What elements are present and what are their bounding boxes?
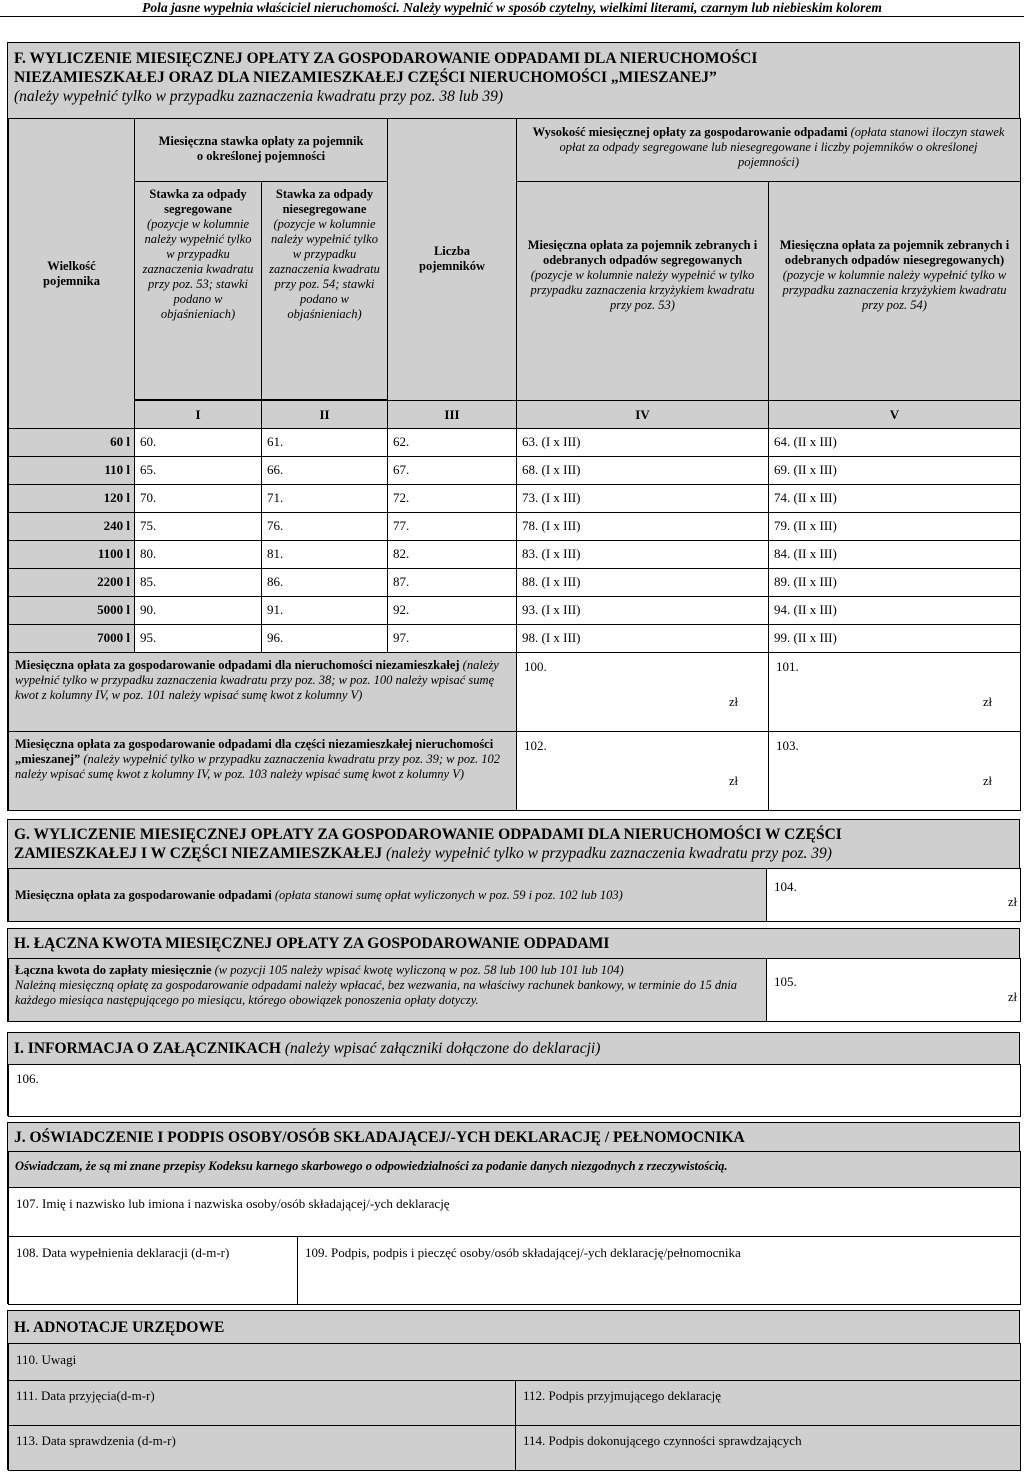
sum2-label-note: (należy wypełnić tylko w przypadku zaznaczenia kwadratu przy poz. 39; w poz. 102 należy wpisać sumę kwot z kolumny IV, w poz. 103 należy wpisać sumę kwot z kolumny V) xyxy=(15,752,501,781)
section-h-payment-note: Należną miesięczną opłatę za gospodarowanie odpadami należy wpłacać, bez wezwania, na właściwy rachunek bankowy, w terminie do 15 dnia każdego miesiąca następującego po miesiącu, którego obowiązek ponoszenia opłaty dotyczy. xyxy=(15,978,738,1007)
field-89[interactable]: 89. (II x III) xyxy=(768,568,1021,597)
section-g-title xyxy=(14,825,1014,863)
section-i xyxy=(7,1032,1020,1116)
field-101-currency: zł xyxy=(982,695,992,709)
field-106-label: 106. xyxy=(16,1071,39,1086)
col-fee-seg-note: (pozycje w kolumnie należy wypełnić w tylko przypadku zaznaczenia krzyżykiem kwadratu przy poz. 53) xyxy=(530,268,755,312)
sum1-label-title: Miesięczna opłata za gospodarowanie odpadami dla nieruchomości niezamieszkałej xyxy=(15,658,460,672)
col-size-label: Wielkość pojemnika xyxy=(43,259,100,288)
field-108[interactable] xyxy=(8,1236,298,1305)
field-84[interactable]: 84. (II x III) xyxy=(768,540,1021,569)
field-107[interactable] xyxy=(8,1187,1021,1237)
container-size-label: 1100 l xyxy=(8,540,135,569)
col-fee-group-title: Wysokość miesięcznej opłaty za gospodarowanie odpadami xyxy=(532,125,848,139)
container-size-label: 2200 l xyxy=(8,568,135,597)
section-h xyxy=(7,928,1020,1022)
section-i-title xyxy=(14,1039,1014,1058)
field-103-currency: zł xyxy=(982,774,992,788)
field-68[interactable]: 68. (I x III) xyxy=(516,456,769,485)
field-83[interactable]: 83. (I x III) xyxy=(516,540,769,569)
section-j xyxy=(7,1122,1020,1304)
field-99[interactable]: 99. (II x III) xyxy=(768,624,1021,653)
col-fee-nonseg-header xyxy=(768,181,1021,401)
col-rate-group-header xyxy=(134,118,388,182)
field-87[interactable]: 87. xyxy=(387,568,517,597)
field-73[interactable]: 73. (I x III) xyxy=(516,484,769,513)
sum1-label-note: (należy wypełnić tylko w przypadku zaznaczenia kwadratu przy poz. 38; w poz. 100 należy wpisać sumę kwot z kolumny IV, w poz. 101 należy wpisać sumę kwot z kolumny V) xyxy=(15,658,499,702)
container-size-label: 110 l xyxy=(8,456,135,485)
field-63[interactable]: 63. (I x III) xyxy=(516,428,769,457)
container-rows xyxy=(8,428,1021,652)
field-95[interactable]: 95. xyxy=(134,624,262,653)
field-69[interactable]: 69. (II x III) xyxy=(768,456,1021,485)
section-f-title-line1: F. WYLICZENIE MIESIĘCZNEJ OPŁATY ZA GOSPODAROWANIE ODPADAMI DLA NIERUCHOMOŚCI xyxy=(14,50,758,67)
container-size-label: 7000 l xyxy=(8,624,135,653)
field-111-label: 111. Data przyjęcia(d-m-r) xyxy=(16,1388,155,1403)
field-104-label: 104. xyxy=(774,879,797,894)
col-count-header xyxy=(387,118,517,401)
field-104-currency: zł xyxy=(1007,895,1017,909)
col-rate-nonseg-title: Stawka za odpady niesegregowane xyxy=(275,187,374,216)
section-g xyxy=(7,819,1020,922)
section-g-title-line1: G. WYLICZENIE MIESIĘCZNEJ OPŁATY ZA GOSPODAROWANIE ODPADAMI DLA NIERUCHOMOŚCI W CZĘŚCI xyxy=(14,826,842,843)
field-66[interactable]: 66. xyxy=(261,456,388,485)
section-f-subtitle: (należy wypełnić tylko w przypadku zaznaczenia kwadratu przy poz. 38 lub 39) xyxy=(14,88,504,105)
field-88[interactable]: 88. (I x III) xyxy=(516,568,769,597)
field-93[interactable]: 93. (I x III) xyxy=(516,596,769,625)
field-110-label: 110. Uwagi xyxy=(16,1352,77,1367)
field-100-label: 100. xyxy=(524,659,547,674)
field-103[interactable] xyxy=(768,731,1021,811)
section-official xyxy=(7,1310,1020,1470)
field-101[interactable] xyxy=(768,652,1021,732)
section-j-title: J. OŚWIADCZENIE I PODPIS OSOBY/OSÓB SKŁADAJĄCEJ/-YCH DEKLARACJĘ / PEŁNOMOCNIKA xyxy=(14,1129,745,1146)
field-105-label: 105. xyxy=(774,974,797,989)
field-114-label: 114. Podpis dokonującego czynności sprawdzających xyxy=(523,1433,802,1448)
field-80[interactable]: 80. xyxy=(134,540,262,569)
field-110 xyxy=(8,1343,1021,1381)
section-h-label-note: (w pozycji 105 należy wpisać kwotę wyliczoną w poz. 58 lub 100 lub 101 lub 104) xyxy=(214,963,624,977)
section-f-title xyxy=(14,49,1014,106)
field-61[interactable]: 61. xyxy=(261,428,388,457)
field-92[interactable]: 92. xyxy=(387,596,517,625)
field-100[interactable] xyxy=(516,652,769,732)
container-size-label: 120 l xyxy=(8,484,135,513)
field-105[interactable] xyxy=(766,958,1021,1022)
container-size-label: 60 l xyxy=(8,428,135,457)
field-109-label: 109. Podpis, podpis i pieczęć osoby/osób składającej/-ych deklarację/pełnomocnika xyxy=(305,1245,741,1260)
field-108-label: 108. Data wypełnienia deklaracji (d-m-r) xyxy=(16,1245,230,1260)
field-91[interactable]: 91. xyxy=(261,596,388,625)
section-j-statement xyxy=(8,1151,1021,1188)
section-j-statement-text: Oświadczam, że są mi znane przepisy Kodeksu karnego skarbowego o odpowiedzialności za podanie danych niezgodnych z rzeczywistością. xyxy=(15,1159,728,1173)
roman-III: III xyxy=(387,400,517,429)
section-i-title-note: (należy wpisać załączniki dołączone do deklaracji) xyxy=(284,1040,601,1057)
section-g-label-title: Miesięczna opłata za gospodarowanie odpadami xyxy=(15,888,272,902)
field-76[interactable]: 76. xyxy=(261,512,388,541)
field-113-label: 113. Data sprawdzenia (d-m-r) xyxy=(16,1433,176,1448)
field-81[interactable]: 81. xyxy=(261,540,388,569)
section-g-title-note: (należy wypełnić tylko w przypadku zaznaczenia kwadratu przy poz. 39) xyxy=(385,845,832,862)
field-107-label: 107. Imię i nazwisko lub imiona i nazwiska osoby/osób składającej/-ych deklarację xyxy=(16,1196,450,1211)
col-fee-group-note: (opłata stanowi iloczyn stawek opłat za odpady segregowane lub niesegregowane i liczby pojemników o określonej pojemności) xyxy=(559,125,1005,169)
sum2-label-title: Miesięczna opłata za gospodarowanie odpadami dla części niezamieszkałej nieruchomości „mieszanej” xyxy=(15,737,494,766)
field-101-label: 101. xyxy=(776,659,799,674)
roman-IV: IV xyxy=(516,400,769,429)
field-102[interactable] xyxy=(516,731,769,811)
field-77[interactable]: 77. xyxy=(387,512,517,541)
field-112 xyxy=(515,1380,1021,1426)
field-106[interactable] xyxy=(8,1064,1021,1117)
col-size-header xyxy=(8,118,135,429)
section-f-title-line2: NIEZAMIESZKAŁEJ ORAZ DLA NIEZAMIESZKAŁEJ CZĘŚCI NIERUCHOMOŚCI „MIESZANEJ” xyxy=(14,69,717,86)
field-94[interactable]: 94. (II x III) xyxy=(768,596,1021,625)
roman-II: II xyxy=(261,400,388,429)
field-102-label: 102. xyxy=(524,738,547,753)
col-count-label: Liczba pojemników xyxy=(419,244,485,273)
section-h-title: H. ŁĄCZNA KWOTA MIESIĘCZNEJ OPŁATY ZA GOSPODAROWANIE ODPADAMI xyxy=(14,935,610,952)
field-71[interactable]: 71. xyxy=(261,484,388,513)
col-rate-nonseg-header xyxy=(261,181,388,400)
section-g-title-line2: ZAMIESZKAŁEJ I W CZĘŚCI NIEZAMIESZKAŁEJ xyxy=(14,845,383,862)
field-75[interactable]: 75. xyxy=(134,512,262,541)
section-i-title-text: I. INFORMACJA O ZAŁĄCZNIKACH xyxy=(14,1040,281,1057)
field-112-label: 112. Podpis przyjmującego deklarację xyxy=(523,1388,722,1403)
col-fee-group-header xyxy=(516,118,1021,182)
col-rate-group-label: Miesięczna stawka opłaty za pojemnik o określonej pojemności xyxy=(158,134,364,163)
field-82[interactable]: 82. xyxy=(387,540,517,569)
field-64[interactable]: 64. (II x III) xyxy=(768,428,1021,457)
field-62[interactable]: 62. xyxy=(387,428,517,457)
field-70[interactable]: 70. xyxy=(134,484,262,513)
field-72[interactable]: 72. xyxy=(387,484,517,513)
col-fee-nonseg-title: Miesięczna opłata za pojemnik zebranych i odebranych odpadów niesegregowanych) xyxy=(779,238,1010,267)
field-86[interactable]: 86. xyxy=(261,568,388,597)
field-74[interactable]: 74. (II x III) xyxy=(768,484,1021,513)
field-113 xyxy=(8,1425,516,1471)
field-97[interactable]: 97. xyxy=(387,624,517,653)
section-h-label-title: Łączna kwota do zapłaty miesięcznie xyxy=(15,963,212,977)
field-114 xyxy=(515,1425,1021,1471)
field-85[interactable]: 85. xyxy=(134,568,262,597)
field-98[interactable]: 98. (I x III) xyxy=(516,624,769,653)
field-102-currency: zł xyxy=(728,774,738,788)
sum1-label xyxy=(8,652,517,732)
field-104[interactable] xyxy=(766,868,1021,922)
field-79[interactable]: 79. (II x III) xyxy=(768,512,1021,541)
section-official-title: H. ADNOTACJE URZĘDOWE xyxy=(14,1319,225,1336)
field-96[interactable]: 96. xyxy=(261,624,388,653)
container-size-label: 240 l xyxy=(8,512,135,541)
col-fee-seg-title: Miesięczna opłata za pojemnik zebranych i odebranych odpadów segregowanych xyxy=(527,238,758,267)
col-fee-seg-header xyxy=(516,181,769,401)
field-109[interactable] xyxy=(297,1236,1021,1305)
field-103-label: 103. xyxy=(776,738,799,753)
section-g-label xyxy=(8,868,767,922)
top-instruction: Pola jasne wypełnia właściciel nieruchomości. Należy wypełnić w sposób czytelny, wielkimi literami, czarnym lub niebieskim kolorem xyxy=(0,0,1024,17)
section-h-label xyxy=(8,958,767,1022)
field-78[interactable]: 78. (I x III) xyxy=(516,512,769,541)
section-f xyxy=(7,42,1020,811)
field-100-currency: zł xyxy=(728,695,738,709)
field-67[interactable]: 67. xyxy=(387,456,517,485)
field-105-currency: zł xyxy=(1007,990,1017,1004)
col-rate-nonseg-note: (pozycje w kolumnie należy wypełnić tylko w przypadku zaznaczenia kwadratu przy poz. 54; stawki podano w objaśnieniach) xyxy=(269,217,380,321)
sum2-label xyxy=(8,731,517,811)
col-rate-seg-title: Stawka za odpady segregowane xyxy=(149,187,247,216)
field-60[interactable]: 60. xyxy=(134,428,262,457)
col-rate-seg-note: (pozycje w kolumnie należy wypełnić tylko w przypadku zaznaczenia kwadratu przy poz. 53; stawki podano w objaśnieniach) xyxy=(142,217,254,321)
field-90[interactable]: 90. xyxy=(134,596,262,625)
field-65[interactable]: 65. xyxy=(134,456,262,485)
roman-V: V xyxy=(768,400,1021,429)
section-g-label-note: (opłata stanowi sumę opłat wyliczonych w poz. 59 i poz. 102 lub 103) xyxy=(274,888,623,902)
field-111 xyxy=(8,1380,516,1426)
roman-I: I xyxy=(134,400,262,429)
col-rate-seg-header xyxy=(134,181,262,400)
container-size-label: 5000 l xyxy=(8,596,135,625)
col-fee-nonseg-note: (pozycje w kolumnie należy wypełnić tylko w przypadku zaznaczenia krzyżykiem kwadratu przy poz. 54) xyxy=(782,268,1007,312)
